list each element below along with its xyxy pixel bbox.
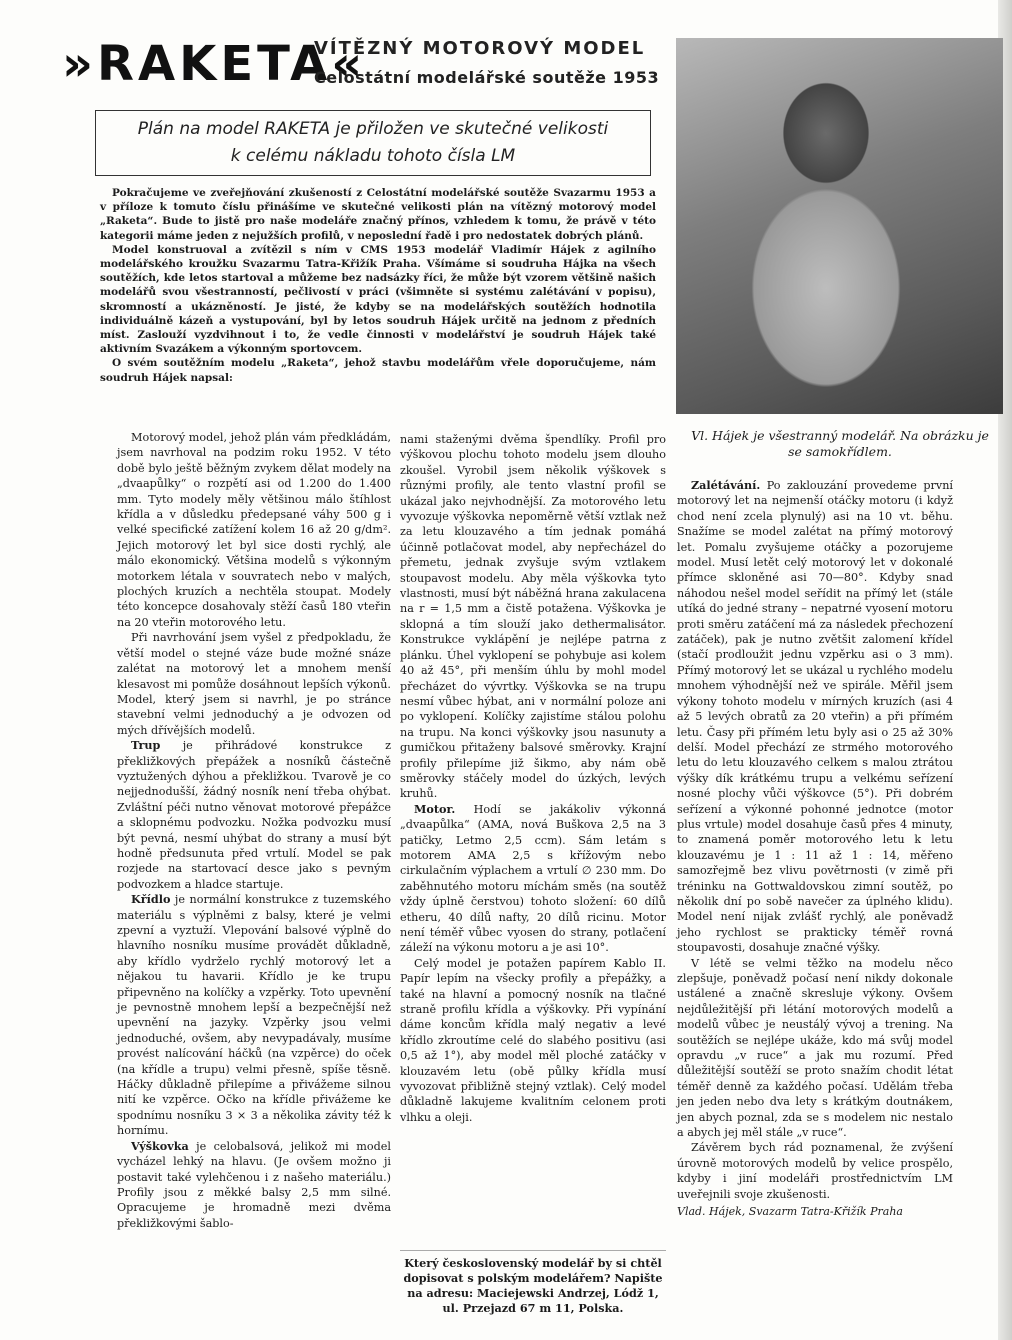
text-column-2: [400, 432, 666, 1125]
section-lead: Trup: [131, 738, 161, 753]
body-paragraph: [117, 738, 391, 892]
article-event: Celostátní modelářské soutěže 1953: [314, 68, 660, 87]
plan-notice-box: [95, 110, 651, 176]
photo-hajek: [676, 38, 1003, 414]
intro-paragraph: O svém soutěžním modelu „Raketa“, jehož stavbu modelářům vřele doporučujeme, nám soudruh Hájek napsal:: [100, 357, 656, 384]
article-subtitle: VÍTĚZNÝ MOTOROVÝ MODEL: [314, 38, 646, 59]
section-text: Hodí se jakákoliv výkonná „dvaapůlka“ (AMA, nová Buškova 2,5 na 3 patičky, Letmo 2,5 ccm). Sám letám s motorem AMA 2,5 s křížovým nebo cirkulačním výplachem a vrtulí ∅ 230 mm. Do zaběhnutého motoru míchám směs (na soutěž vždy úplně čerstvou) tohoto složení: 60 dílů etheru, 40 dílů nafty, 20 dílů ricinu. Motor není téměř vůbec vyosen do strany, potlačení záleží na výkonu motoru a je asi 10°.: [400, 802, 666, 955]
body-paragraph: nami staženými dvěma špendlíky. Profil pro výškovou plochu tohoto modelu jsem dlouho zkoušel. Vyrobil jsem několik výškovek s různými profily, ale tento vlastní profil se ukázal jako nejvhodnější. Za motorového letu vyvozuje výškovka nepoměrně větší vztlak než za letu klouzavého a tím jednak pomáhá účinně potlačovat model, aby nepřecházel do přemetu, jednak zvyšuje svým vztlakem stoupavost modelu. Aby měla výškovka tyto vlastnosti, musí být náběžná hrana zakulacena na r = 1,5 mm a čistě potažena. Výškovka je sklopná a tím slouží jako dethermalisátor. Konstrukce vyklápění je nejlépe patrna z plánku. Úhel vyklopení se pohybuje asi kolem 40 až 45°, při menším úhlu by mohl model přecházet do vývrtky. Výškovka se na trupu nesmí vůbec hýbat, ani v normální poloze ani po vyklopení. Kolíčky zajistíme stálou polohu na trupu. Na konci výškovky jsou nasunuty a gumičkou přitaženy balsové směrovky. Krajní profily přilepíme již šikmo, aby nám obě směrovky stáčely model do úzkých, levých kruhů.: [400, 433, 666, 801]
author-signature: Vlad. Hájek, Svazarm Tatra-Křižík Praha: [677, 1205, 903, 1219]
section-text: je normální konstrukce z tuzemského materiálu s výplněmi z balsy, které je velmi zpevní a vyztuží. Vlepování balsové výplně do hlavního nosníku musíme provádět důkladně, aby křídlo vydrželo rychlý motorový let a nějakou tu havarii. Křídlo je ke trupu připevněno na kolíčky a vzpěrky. Toto upevnění je pevnostně mnohem lepší a bezpečnější než upevnění na jazyky. Vzpěrky jsou velmi jednoduché, ovšem, aby nevypadávaly, musíme provést nalícování háčků (na vzpěrce) do oček (na křídle a trupu) velmi přesně, spíše těsně. Háčky důkladně přilepíme a přivážeme silnou nití ke vzpěrce. Očko na křídle přivážeme ke spodnímu nosníku 3 × 3 a několika závity též k hornímu.: [117, 893, 391, 1138]
section-lead: Výškovka: [131, 1138, 189, 1153]
photo-caption: Vl. Hájek je všestranný modelář. Na obrázku je se samokřídlem.: [691, 428, 989, 459]
section-text: Po zaklouzání provedeme první motorový let na nejmenší otáčky motoru (i když chod není zcela plynulý) asi na 10 vt. běhu. Snažíme se model zalétat na přímý motorový let. Pomalu zvyšujeme otáčky a pozorujeme model. Musí letět celý motorový let v dokonalé přímce skloněné asi 70—80°. Kdyby snad náhodou nešel model seřídit na přímý let (stále utíká do jedné strany – nepatrné vyosení motoru proti směru zatáčení má za následek přechození zatáček), pak je nutno zvětšit zalomení křídel (stačí prodloužit jednu vzpěrku asi o 3 mm). Přímý motorový let se ukázal u rychlého modelu mnohem výhodnější než ve spirále. Měřil jsem výkony tohoto modelu v mírných kruzích (asi 4 až 5 levých obratů za 20 vteřin) a při přímém letu. Časy při přímém letu byly asi o 25 až 30% delší. Model přechází ze strmého motorového letu do letu klouzavého celkem s malou ztrátou výšky dík krátkému trupu a velkému seřízení nosné plochy vůči výškovce (5°). Při dobrém seřízení a výkonné pohonné jednotce (motor plus vrtule) model dosahuje časů přes 4 minuty, to znamená poměr motorového letu k letu klouzavému je 1 : 11 až 1 : 14, měřeno samozřejmě bez vlivu povětrnosti (v zimě při tréninku na Gottwaldovskou zimní soutěž, po několik dní po sobě navečer za úplného klidu). Model není nijak zvlášť rychlý, ale poněvadž jeho rychlost se prakticky téměř rovná stoupavosti, dosahuje značné výšky.: [677, 479, 953, 955]
body-paragraph: Celý model je potažen papírem Kablo II. Papír lepím na všecky profily a přepážky, a také na hlavní a pomocný nosník na tlačné straně profilu křídla a výškovky. Při vypínání dáme koncům křídla malý negativ a levé křídlo zkroutíme celé do slabého positivu (asi 0,5 až 1°), aby model měl ploché zatáčky v klouzavém letu (obě půlky křídla musí vyvozovat přibližně stejný vztlak). Celý model důkladně lakujeme kvalitním celonem proti vlhku a oleji.: [400, 956, 666, 1124]
body-paragraph: Při navrhování jsem vyšel z předpokladu, že větší model o stejné váze bude možné snáze zalétat na motorový let a mnohem menší klesavost mi pomůže dosáhnout lepších výkonů. Model, který jsem si navrhl, je po stránce stavební velmi jednoduchý a je odvozen od mých dřívějších modelů.: [117, 631, 391, 737]
section-text: je celobalsová, jelikož mi model vycházel lehký na hlavu. (Je ovšem možno ji postavit také vylehčenou i z našeho materiálu.) Profily jsou z měkké balsy 2,5 mm silné. Opracujeme je hromadně mezi dvěma překližkovými šablo-: [117, 1139, 391, 1230]
body-paragraph: [400, 802, 666, 956]
article-title: »RAKETA«: [62, 36, 367, 92]
article-intro: [100, 186, 656, 385]
notice-line-2: k celému nákladu tohoto čísla LM: [230, 146, 516, 166]
body-paragraph: Závěrem bych rád poznamenal, že zvýšení úrovně motorových modelů by velice prospělo, kdyby i jiní modeláři prostřednictvím LM uveřejnili svoje zkušenosti.: [677, 1141, 953, 1201]
body-paragraph: [117, 892, 391, 1139]
pen-pal-notice: Který československý modelář by si chtěl dopisovat s polským modelářem? Napište na adresu: Maciejewski Andrzej, Lódž 1, ul. Przejazd 67 m 11, Polska.: [400, 1250, 666, 1316]
intro-paragraph: Pokračujeme ve zveřejňování zkušeností z Celostátní modelářské soutěže Svazarmu 1953 a v příloze k tomuto číslu přinášíme ve skutečné velikosti plán na vítězný motorový model „Raketa“. Bude to jistě pro naše modeláře značný přínos, vzhledem k tomu, že právě v této kategorii máme jeden z nejužších profilů, v neposlední řadě i pro nedostatek dobrých plánů.: [100, 187, 656, 242]
notice-line-1: Plán na model RAKETA je přiložen ve skutečné velikosti: [137, 119, 609, 139]
body-paragraph: V létě se velmi těžko na modelu něco zlepšuje, poněvadž počasí není nikdy dokonale ustálené a značně skresluje výkony. Ovšem nejdůležitější při létání motorových modelů a modelů vůbec je neustálý vývoj a trening. Na soutěžích se nejlépe ukáže, kdo má svůj model opravdu „v ruce“ a jak mu rozumí. Před důležitější soutěží se proto snažím chodit létat téměř denně za každého počasí. Udělám třeba jen jeden nebo dva lety s krátkým doutnákem, jen abych poznal, zda se s modelem nic nestalo a abych jej měl stále „v ruce“.: [677, 956, 953, 1140]
section-lead: Zalétávání.: [691, 478, 761, 492]
text-column-1: [117, 430, 391, 1231]
section-lead: Motor.: [414, 801, 456, 816]
article-header: [62, 32, 662, 102]
body-paragraph: Motorový model, jehož plán vám předkládám, jsem navrhoval na podzim roku 1952. V této době bylo ještě běžným zvykem dělat modely na „dvaapůlky“ o rozpětí asi od 1.200 do 1.400 mm. Tyto modely měly většinou málo štíhlost křídla a v důsledku předepsané váhy 500 g i velké specifické zatížení kolem 16 až 20 g/dm². Jejich motorový let byl sice dosti rychlý, ale málo ekonomický. Většina modelů s výkonným motorkem létala v souvratech nebo v malých, plochých kruzích a nechtěla stoupat. Modely této koncepce dosahovaly stěží časů 180 vteřin na 20 vteřin motorového letu.: [117, 431, 391, 629]
text-column-3: [677, 478, 953, 1220]
intro-paragraph: Model konstruoval a zvítězil s ním v CMS 1953 modelář Vladimír Hájek z agilního modelářského kroužku Svazarmu Tatra-Křižík Praha. Všímáme si soudruha Hájka na všech soutěžích, kde letos startoval a můžeme bez nadsázky říci, že může být vzorem většině našich modelářů svou všestranností, pečlivostí v práci (všimněte si systému zalétávání v popisu), skromností a ukázněností. Je jisté, že kdyby se na modelářských soutěžích hodnotila individuálně kázeň a vystupování, byl by letos soudruh Hájek určitě na jednom z předních míst. Zaslouží vyzdvihnout i to, že vedle činnosti v modelářství je soudruh Hájek také aktivním Svazákem a výkonným sportovcem.: [100, 243, 656, 356]
body-paragraph: [677, 478, 953, 956]
section-lead: Křídlo: [131, 892, 171, 907]
section-text: je přihrádové konstrukce z překližkových přepážek a nosníků částečně vyztužených dýhou a překližkou. Tvarově je co nejjednodušší, žádný nosník není třeba ohýbat. Zvláštní péči nutno věnovat motorové přepážce a sklopnému podvozku. Nožka podvozku musí být pevná, nesmí uhýbat do strany a musí být hodně předsunuta před vrtulí. Model se pak rozjede na startovací desce jako s pevným podvozkem a hladce startuje.: [117, 739, 391, 891]
body-paragraph: [117, 1139, 391, 1231]
